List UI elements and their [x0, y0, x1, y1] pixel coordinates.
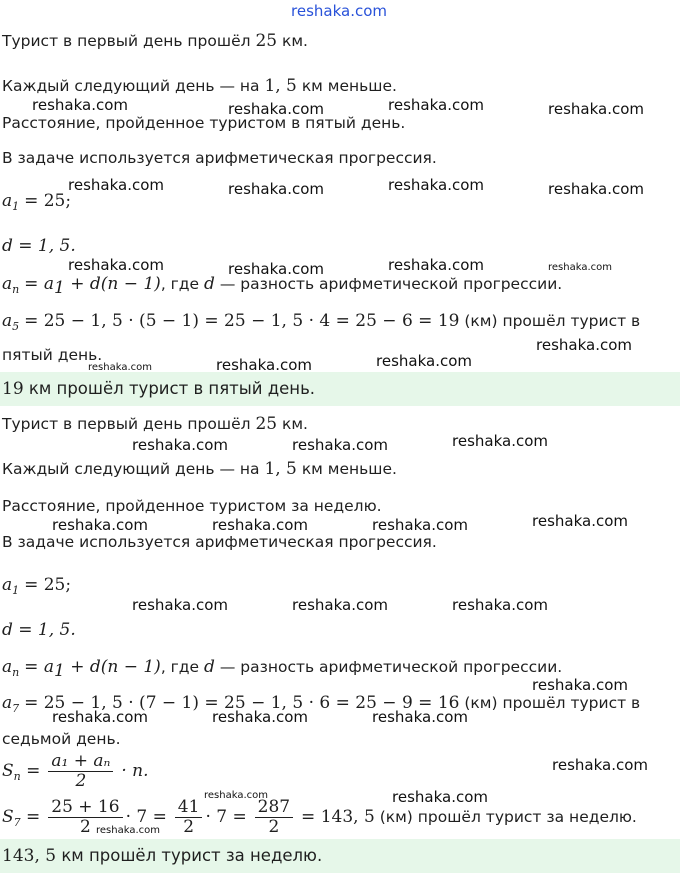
- math-var: $a_n$: [2, 274, 20, 296]
- numerator: 287: [255, 798, 293, 818]
- watermark: reshaka.com: [32, 96, 128, 114]
- watermark: reshaka.com: [376, 352, 472, 370]
- math-sub: 1: [53, 661, 65, 681]
- watermark: reshaka.com: [452, 432, 548, 450]
- math: · 7 =: [125, 807, 167, 827]
- watermark: reshaka.com: [228, 100, 324, 118]
- p1-question: Расстояние, пройденное туристом в пятый день.: [2, 114, 406, 132]
- math: 1, 5: [264, 76, 297, 96]
- text: км.: [277, 32, 308, 50]
- fraction: [175, 798, 203, 837]
- math: 25: [255, 414, 278, 434]
- watermark: reshaka.com: [452, 596, 548, 614]
- math: · n.: [121, 761, 149, 781]
- p2-condition-decrease: [2, 459, 397, 479]
- p1-d: d = 1, 5.: [2, 236, 76, 256]
- p1-a5-calc-cont: пятый день.: [2, 346, 103, 364]
- watermark: reshaka.com: [68, 176, 164, 194]
- math: 19: [2, 379, 24, 399]
- math-var: $S_n$ =: [2, 761, 41, 783]
- math: 143, 5: [2, 846, 57, 866]
- p1-condition-decrease: [2, 76, 397, 96]
- math-var: $a_n$: [2, 657, 20, 679]
- watermark: reshaka.com: [228, 260, 324, 278]
- math: + d(n − 1): [64, 657, 161, 677]
- fraction: [255, 798, 293, 837]
- math-var: $S_7$ =: [2, 807, 41, 829]
- math-var: $a_5$: [2, 311, 20, 333]
- text: (км) прошёл турист за неделю.: [374, 808, 637, 826]
- watermark: reshaka.com: [552, 756, 648, 774]
- math: d: [204, 274, 215, 294]
- math-var: $a_7$: [2, 693, 20, 715]
- watermark: reshaka.com: [204, 790, 268, 801]
- text: км меньше.: [296, 460, 397, 478]
- p2-an-formula: [2, 657, 563, 681]
- math: = 25;: [24, 191, 72, 211]
- watermark: reshaka.com: [372, 516, 468, 534]
- math-var: $a_1$: [2, 191, 20, 213]
- p1-a1: [2, 191, 71, 211]
- watermark-top: reshaka.com: [291, 2, 387, 20]
- math-var: $a_1$: [2, 575, 20, 597]
- watermark: reshaka.com: [292, 436, 388, 454]
- watermark: reshaka.com: [216, 356, 312, 374]
- text: , где: [160, 275, 204, 293]
- math: = a: [24, 657, 54, 677]
- denominator: 2: [183, 817, 195, 837]
- watermark: reshaka.com: [228, 180, 324, 198]
- math: · 7 =: [205, 807, 247, 827]
- watermark: reshaka.com: [548, 262, 612, 273]
- text: Турист в первый день прошёл: [2, 415, 256, 433]
- text: (км) прошёл турист в: [459, 694, 641, 712]
- watermark: reshaka.com: [388, 96, 484, 114]
- p2-answer: [2, 846, 322, 866]
- math: = a: [24, 274, 54, 294]
- watermark: reshaka.com: [388, 256, 484, 274]
- p2-a7-calc-cont: седьмой день.: [2, 730, 121, 748]
- p2-question: Расстояние, пройденное туристом за неделю.: [2, 497, 382, 515]
- text: — разность арифметической прогрессии.: [214, 275, 563, 293]
- p2-answer-box: [0, 839, 680, 873]
- numerator: a₁ + aₙ: [48, 752, 113, 772]
- watermark: reshaka.com: [212, 516, 308, 534]
- p1-a5-calc: [2, 311, 640, 331]
- text: км прошёл турист за неделю.: [56, 846, 323, 865]
- math: + d(n − 1): [64, 274, 161, 294]
- text: — разность арифметической прогрессии.: [214, 658, 563, 676]
- p1-method: В задаче используется арифметическая прогрессия.: [2, 149, 437, 167]
- p1-answer-box: [0, 372, 680, 406]
- math: = 25 − 1, 5 · (5 − 1) = 25 − 1, 5 · 4 = 25 − 6 = 19: [24, 311, 460, 331]
- denominator: 2: [80, 817, 91, 837]
- watermark: reshaka.com: [132, 596, 228, 614]
- text: (км) прошёл турист в: [459, 312, 641, 330]
- math-sub: 1: [53, 278, 65, 298]
- watermark: reshaka.com: [536, 336, 632, 354]
- watermark: reshaka.com: [96, 825, 160, 836]
- math: = 25;: [24, 575, 72, 595]
- p2-a1: [2, 575, 71, 595]
- math: = 25 − 1, 5 · (7 − 1) = 25 − 1, 5 · 6 = 25 − 9 = 16: [24, 693, 460, 713]
- denominator: 2: [268, 817, 280, 837]
- denominator: 2: [75, 771, 87, 791]
- watermark: reshaka.com: [532, 512, 628, 530]
- watermark: reshaka.com: [392, 788, 488, 806]
- p1-answer: [2, 379, 315, 399]
- text: км прошёл турист в пятый день.: [23, 379, 316, 398]
- p2-condition-first-day: [2, 414, 308, 434]
- watermark: reshaka.com: [532, 676, 628, 694]
- watermark: reshaka.com: [372, 708, 468, 726]
- numerator: 41: [175, 798, 203, 818]
- text: км.: [277, 415, 308, 433]
- text: км меньше.: [296, 77, 397, 95]
- text: , где: [160, 658, 204, 676]
- numerator: 25 + 16: [48, 798, 122, 818]
- math: = 143, 5: [301, 807, 375, 827]
- text: Каждый следующий день — на: [2, 460, 265, 478]
- p1-condition-first-day: [2, 31, 308, 51]
- text: Турист в первый день прошёл: [2, 32, 256, 50]
- watermark: reshaka.com: [548, 100, 644, 118]
- watermark: reshaka.com: [388, 176, 484, 194]
- p2-sn-formula: [2, 752, 148, 791]
- watermark: reshaka.com: [88, 362, 152, 373]
- watermark: reshaka.com: [292, 596, 388, 614]
- watermark: reshaka.com: [68, 256, 164, 274]
- watermark: reshaka.com: [52, 516, 148, 534]
- p2-method: В задаче используется арифметическая прогрессия.: [2, 533, 437, 551]
- text: Каждый следующий день — на: [2, 77, 265, 95]
- math: d: [204, 657, 215, 677]
- watermark: reshaka.com: [212, 708, 308, 726]
- math: 25: [255, 31, 278, 51]
- watermark: reshaka.com: [52, 708, 148, 726]
- watermark: reshaka.com: [132, 436, 228, 454]
- fraction: [48, 752, 113, 791]
- math: 1, 5: [264, 459, 297, 479]
- p2-d: d = 1, 5.: [2, 620, 76, 640]
- watermark: reshaka.com: [548, 180, 644, 198]
